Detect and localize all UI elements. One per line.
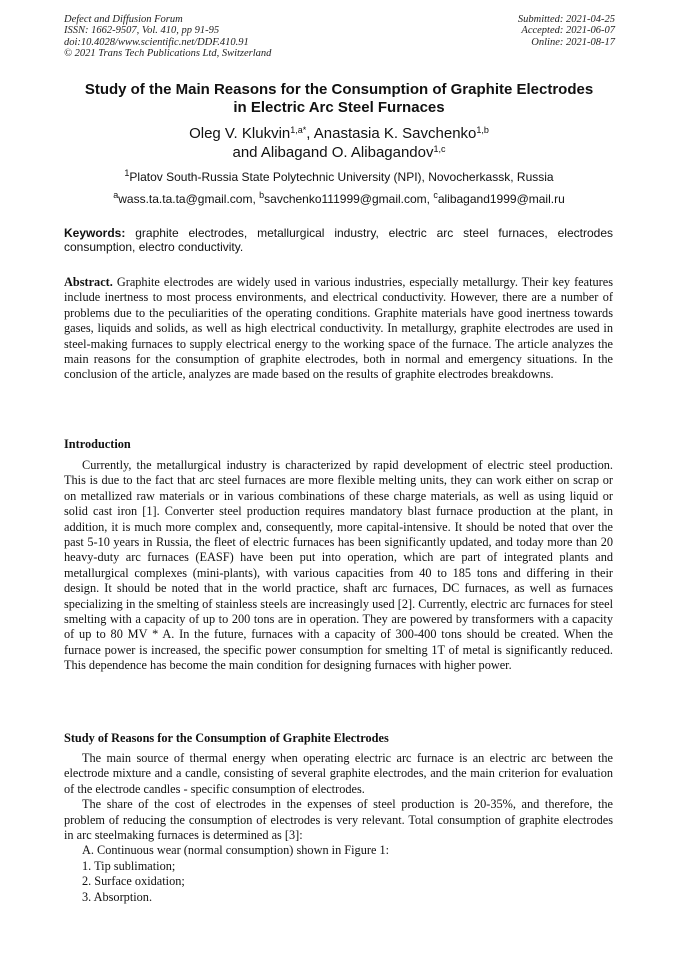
submitted-date: Submitted: 2021-04-25 — [517, 14, 615, 25]
authors-line-1 — [40, 124, 638, 143]
abstract-label: Abstract. — [64, 275, 113, 289]
keywords-text: graphite electrodes, metallurgical industry, electric arc steel furnaces, electrodes consumption, electro conductivity. — [64, 226, 613, 254]
email-separator-1: , — [252, 192, 260, 206]
affiliation-sup: 1 — [124, 168, 130, 178]
author-alibagandov-sup: 1,c — [433, 144, 446, 154]
author-klukvin-sup: 1,a* — [290, 125, 307, 135]
study-section — [64, 751, 613, 905]
affiliation — [40, 170, 638, 184]
list-item-absorption: 3. Absorption. — [82, 889, 153, 904]
keywords — [64, 226, 613, 254]
list-item-surface-oxidation: 2. Surface oxidation; — [82, 874, 185, 889]
abstract — [64, 275, 613, 383]
author-and: and — [232, 144, 261, 161]
introduction-paragraph: Currently, the metallurgical industry is characterized by rapid development of electric steel production. This is due to the fact that arc steel furnaces are more flexible melting units, they can work either on scrap or on metallized raw materials or in various combinations of these charge materials, as well as using liquid or solid cast iron [1]. Converter steel production requires mandatory blast furnace production at the plant, in addition, it is much more complex and, consequently, more capital-intensive. It should be noted that over the past 5-10 years in Russia, the fleet of electric furnaces has been significantly updated, and today more than 20 heavy-duty arc furnaces (EASF) have been put into operation, which are part of integrated plants and metallurgical complexes (mini-plants), with various capacities from 40 to 185 tons and differing in their design. It should be noted that in the world practice, shaft arc furnaces, DC furnaces, as well as furnaces specializing in the smelting of stainless steels are increasingly used [2]. Currently, electric arc furnaces for steel smelting with a capacity of up to 200 tons are in operation. They are powered by transformers with a capacity of up to 80 MV * A. In the future, furnaces with a capacity of 300-400 tons should be created. When the furnace power is increased, the specific power consumption for smelting 1T of metal is significantly reduced. This dependence has become the main condition for designing furnaces with higher power. — [64, 458, 613, 673]
title-line-1: Study of the Main Reasons for the Consumption of Graphite Electrodes — [84, 81, 594, 98]
doi: doi:10.4028/www.scientific.net/DDF.410.91 — [64, 36, 249, 48]
paper-title — [40, 81, 638, 117]
author-savchenko: Anastasia K. Savchenko — [313, 125, 477, 142]
keywords-label: Keywords: — [64, 226, 126, 240]
author-alibagandov: Alibagand O. Alibagandov — [260, 144, 434, 161]
introduction-heading: Introduction — [64, 437, 131, 451]
author-klukvin: Oleg V. Klukvin — [189, 125, 291, 142]
email-b: savchenko111999@gmail.com — [264, 192, 427, 206]
abstract-text: Graphite electrodes are widely used in various industries, especially metallurgy. Their key features include inertness to most process environments, and electrical conductivity. However, there are a number of problems due to the peculiarities of the operating conditions. Graphite materials have good inertness towards gases, liquids and solids, as well as high electrical conductivity. In metallurgy, graphite electrodes are used in steel-making furnaces to supply electrical energy to the working space of the furnace. The article analyzes the main reasons for the consumption of graphite electrodes, both in normal and emergency situations. In the conclusion of the article, analyzes are made based on the results of graphite electrodes breakdowns. — [64, 275, 613, 382]
publication-dates — [518, 14, 615, 48]
issn-volume: ISSN: 1662-9507, Vol. 410, pp 91-95 — [64, 25, 220, 37]
title-line-2: in Electric Arc Steel Furnaces — [233, 99, 445, 116]
authors-line-2 — [40, 143, 638, 162]
email-a-sup: a — [113, 190, 119, 200]
author-separator: , — [306, 125, 314, 142]
abstract-paragraph — [64, 275, 613, 383]
journal-info — [64, 14, 271, 60]
author-emails — [40, 192, 638, 206]
list-item-continuous-wear: A. Continuous wear (normal consumption) shown in Figure 1: — [82, 843, 390, 858]
introduction-section — [64, 458, 613, 674]
study-heading: Study of Reasons for the Consumption of Graphite Electrodes — [64, 731, 389, 745]
author-list — [40, 124, 638, 162]
study-paragraph-1: The main source of thermal energy when operating electric arc furnace is an electric arc between the electrode mixture and a candle, consisting of several graphite electrodes, and the main criterion for evaluation of the electrode candles - specific consumption of electrodes. — [64, 751, 613, 796]
email-b-sup: b — [259, 190, 265, 200]
email-separator-2: , — [426, 192, 434, 206]
email-a: wass.ta.ta.ta@gmail.com — [118, 192, 253, 206]
online-date: Online: 2021-08-17 — [531, 36, 615, 48]
journal-name: Defect and Diffusion Forum — [64, 14, 183, 25]
copyright: © 2021 Trans Tech Publications Ltd, Switzerland — [64, 48, 272, 60]
email-c-sup: c — [433, 190, 438, 200]
accepted-date: Accepted: 2021-06-07 — [521, 25, 615, 37]
affiliation-text: Platov South-Russia State Polytechnic University (NPI), Novocherkassk, Russia — [129, 170, 554, 184]
email-c: alibagand1999@mail.ru — [437, 192, 565, 206]
author-savchenko-sup: 1,b — [476, 125, 489, 135]
list-item-tip-sublimation: 1. Tip sublimation; — [82, 858, 176, 873]
study-paragraph-2: The share of the cost of electrodes in the expenses of steel production is 20-35%, and therefore, the problem of reducing the consumption of electrodes is very relevant. Total consumption of graphite electrodes in arc steelmaking furnaces is determined as [3]: — [64, 797, 613, 843]
